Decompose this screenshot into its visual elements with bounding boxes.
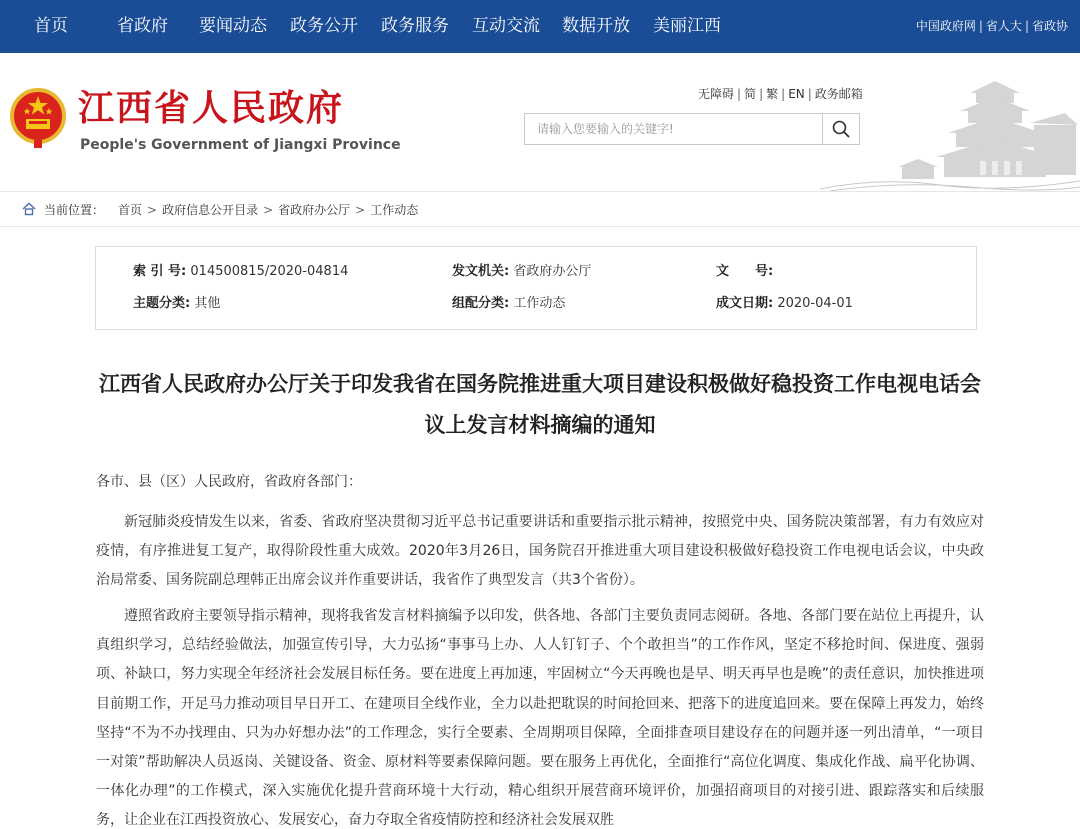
article-paragraph: 新冠肺炎疫情发生以来，省委、省政府坚决贯彻习近平总书记重要讲话和重要指示批示精神，按照党中央、国务院决策部署，有力有效应对疫情，有序推进复工复产，取得阶段性重大成效。2020年3月26日，国务院召开推进重大项目建设积极做好稳投资工作电视电话会议，中央政治局常委、国务院副总理韩正出席会议并作重要讲话，我省作了典型发言（共3个省份）。 [96,514,984,589]
meta-date-value: 2020-04-01 [777,296,853,311]
article-paragraph: 遵照省政府主要领导指示精神，现将我省发言材料摘编予以印发，供各地、各部门主要负责同志阅研。各地、各部门要在站位上再提升，认真组织学习，总结经验做法，加强宣传引导，大力弘扬“事事马上办、人人钉钉子、个个敢担当”的工作作风，坚定不移抢时间、保进度、强弱项、补缺口，努力实现全年经济社会发展目标任务。要在进度上再加速，牢固树立“今天再晚也是早、明天再早也是晚”的责任意识，加快推进项目前期工作，开足马力推动项目早日开工、在建项目全线作业，全力以赴把耽误的时间抢回来、把落下的进度追回来。要在保障上再发力，始终坚持“不为不办找理由、只为办好想办法”的工作理念，实行全要素、全周期项目保障，全面排查项目建设存在的问题并逐一列出清单，“一项目一对策”帮助解决人员返岗、关键设备、资金、原材料等要素保障问题。要在服务上再优化，全面推行“高位化调度、集成化作战、扁平化协调、一体化办理”的工作模式，深入实施优化提升营商环境十大行动，精心组织开展营商环境评价，加强招商项目的对接引进、跟踪落实和后续服务，让企业在江西投资放心、发展安心，奋力夺取全省疫情防控和经济社会发展双胜 [96,608,984,829]
separator: | [781,87,786,101]
meta-index-value: 014500815/2020-04814 [190,264,349,279]
breadcrumb [0,191,1080,227]
national-emblem-icon [8,86,68,150]
separator: | [759,87,764,101]
home-icon [22,202,36,216]
meta-docnum-label: 文 号: [716,264,774,279]
link-china-gov[interactable]: 中国政府网 [915,19,976,33]
nav-item-gov-services[interactable]: 政务服务 [381,16,449,36]
nav-item-open-data[interactable]: 数据开放 [562,16,630,36]
nav-item-interaction[interactable]: 互动交流 [472,16,540,36]
breadcrumb-item-info-catalog[interactable]: 政府信息公开目录 [162,203,259,217]
meta-index-label: 索 引 号: [133,264,187,279]
link-gov-mailbox[interactable]: 政务邮箱 [814,87,863,101]
nav-item-province-government[interactable]: 省政府 [117,16,168,36]
document-metadata [95,246,977,330]
site-header [0,53,1080,191]
link-simplified-chinese[interactable]: 简 [744,87,757,101]
meta-group-label: 组配分类: [452,296,510,311]
article-title: 江西省人民政府办公厅关于印发我省在国务院推进重大项目建设积极做好稳投资工作电视电话会议上发言材料摘编的通知 [99,372,981,437]
meta-issuer-value: 省政府办公厅 [513,264,592,279]
separator: | [1024,19,1029,33]
site-title: 江西省人民政府 [78,87,345,129]
breadcrumb-trail [118,201,418,219]
top-navigation-bar [0,0,1080,53]
search-box [524,113,860,145]
nav-item-beautiful-jiangxi[interactable]: 美丽江西 [653,16,721,36]
meta-group [452,294,565,314]
breadcrumb-separator: > [147,203,158,217]
meta-topic-label: 主题分类: [133,296,191,311]
breadcrumb-separator: > [355,203,366,217]
breadcrumb-item-work-news[interactable]: 工作动态 [370,203,419,217]
separator: | [737,87,742,101]
tengwang-pavilion-illustration [820,63,1080,191]
breadcrumb-item-general-office[interactable]: 省政府办公厅 [278,203,351,217]
nav-item-news[interactable]: 要闻动态 [199,16,267,36]
meta-index-number [133,262,348,282]
link-provincial-congress[interactable]: 省人大 [985,19,1022,33]
separator: | [978,19,983,33]
meta-issuer [452,262,591,282]
breadcrumb-separator: > [263,203,274,217]
link-provincial-cppcc[interactable]: 省政协 [1031,19,1068,33]
nav-item-gov-affairs-open[interactable]: 政务公开 [290,16,358,36]
nav-item-home[interactable]: 首页 [34,16,68,36]
meta-date-label: 成文日期: [716,296,774,311]
article-salutation: 各市、县（区）人民政府，省政府各部门： [96,474,362,490]
meta-topic [133,294,220,314]
link-traditional-chinese[interactable]: 繁 [766,87,779,101]
meta-date [716,294,853,314]
meta-issuer-label: 发文机关: [452,264,510,279]
search-input[interactable] [525,114,823,144]
external-links [916,17,1068,35]
meta-topic-value: 其他 [194,296,221,311]
separator: | [807,87,812,101]
meta-document-number [716,262,773,282]
breadcrumb-label: 当前位置： [44,203,105,217]
meta-group-value: 工作动态 [513,296,566,311]
link-accessibility[interactable]: 无障碍 [698,87,735,101]
site-subtitle: People's Government of Jiangxi Province [80,137,401,153]
link-english[interactable]: EN [788,87,805,101]
breadcrumb-item-home[interactable]: 首页 [118,203,143,217]
